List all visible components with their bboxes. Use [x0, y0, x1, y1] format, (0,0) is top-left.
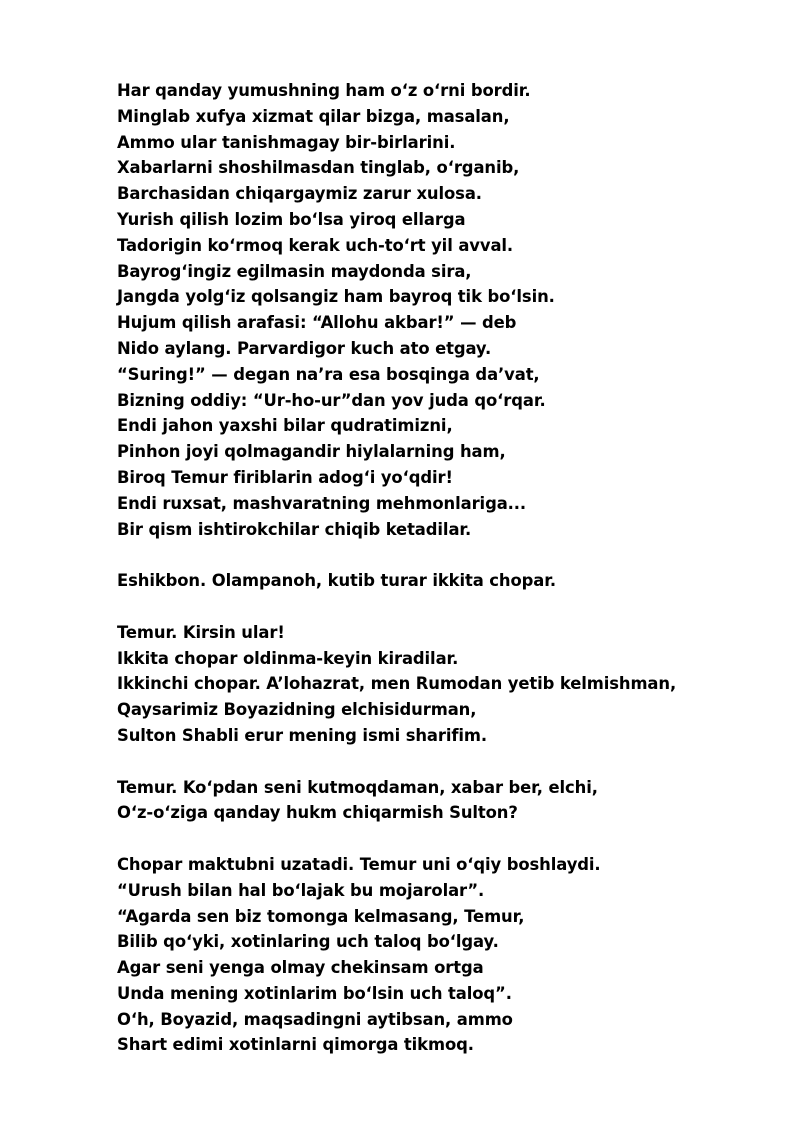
stage-direction: Ikkita chopar oldinma-keyin kiradilar.	[117, 648, 459, 668]
verse-line: Pinhon joyi qolmagandir hiylalarning ham,	[117, 442, 506, 462]
stanza	[117, 852, 777, 1058]
verse-line: Nido aylang. Parvardigor kuch ato etgay.	[117, 338, 492, 358]
verse-line: Endi jahon yaxshi bilar qudratimizni,	[117, 416, 453, 436]
verse-line: Yurish qilish lozim bo‘lsa yiroq ellarga	[117, 209, 466, 229]
verse-line: Unda mening xotinlarim bo‘lsin uch taloq”.	[117, 983, 512, 1003]
verse-line: Qaysarimiz Boyazidning elchisidurman,	[117, 700, 477, 720]
stage-direction: Chopar maktubni uzatadi. Temur uni o‘qiy boshlaydi.	[117, 854, 601, 874]
verse-line: “Urush bilan hal bo‘lajak bu mojarolar”.	[117, 880, 485, 900]
speaker-line: Temur. Kirsin ular!	[117, 622, 285, 642]
verse-line: Endi ruxsat, mashvaratning mehmonlariga...	[117, 493, 527, 513]
verse-line: Agar seni yenga olmay chekinsam ortga	[117, 958, 484, 978]
verse-line: Har qanday yumushning ham o‘z o‘rni bordir.	[117, 81, 531, 100]
stanza	[117, 568, 777, 594]
verse-line: Jangda yolg‘iz qolsangiz ham bayroq tik bo‘lsin.	[117, 287, 555, 307]
speaker-line: Eshikbon. Olampanoh, kutib turar ikkita chopar.	[117, 571, 556, 591]
verse-line: Biroq Temur firiblarin adog‘i yo‘qdir!	[117, 467, 453, 487]
verse-line: Barchasidan chiqargaymiz zarur xulosa.	[117, 184, 482, 204]
speaker-line: Temur. Ko‘pdan seni kutmoqdaman, xabar ber, elchi,	[117, 777, 598, 797]
stanza	[117, 620, 777, 749]
verse-line: Ammo ular tanishmagay bir-birlarini.	[117, 132, 456, 152]
speaker-line: Ikkinchi chopar. A’lohazrat, men Rumodan yetib kelmishman,	[117, 674, 677, 694]
verse-line: Bilib qo‘yki, xotinlaring uch taloq bo‘lgay.	[117, 932, 499, 952]
verse-line: O‘h, Boyazid, maqsadingni aytibsan, ammo	[117, 1009, 513, 1029]
verse-line: “Agarda sen biz tomonga kelmasang, Temur,	[117, 906, 525, 926]
verse-line: Bizning oddiy: “Ur-ho-ur”dan yov juda qo‘rqar.	[117, 390, 546, 410]
stage-direction: Bir qism ishtirokchilar chiqib ketadilar.	[117, 519, 472, 539]
verse-line: Tadorigin ko‘rmoq kerak uch-to‘rt yil avval.	[117, 235, 514, 255]
verse-line: O‘z-o‘ziga qanday hukm chiqarmish Sulton?	[117, 803, 518, 823]
stanza	[117, 78, 777, 542]
verse-line: Minglab xufya xizmat qilar bizga, masalan,	[117, 106, 510, 126]
verse-line: Sulton Shabli erur mening ismi sharifim.	[117, 725, 488, 745]
verse-line: “Suring!” — degan na’ra esa bosqinga da’vat,	[117, 364, 540, 384]
stanza	[117, 775, 777, 827]
verse-line: Bayrog‘ingiz egilmasin maydonda sira,	[117, 261, 472, 281]
verse-line: Hujum qilish arafasi: “Allohu akbar!” — deb	[117, 313, 517, 333]
poem-page	[117, 78, 777, 1058]
verse-line: Xabarlarni shoshilmasdan tinglab, o‘rganib,	[117, 158, 520, 178]
verse-line: Shart edimi xotinlarni qimorga tikmoq.	[117, 1035, 474, 1055]
